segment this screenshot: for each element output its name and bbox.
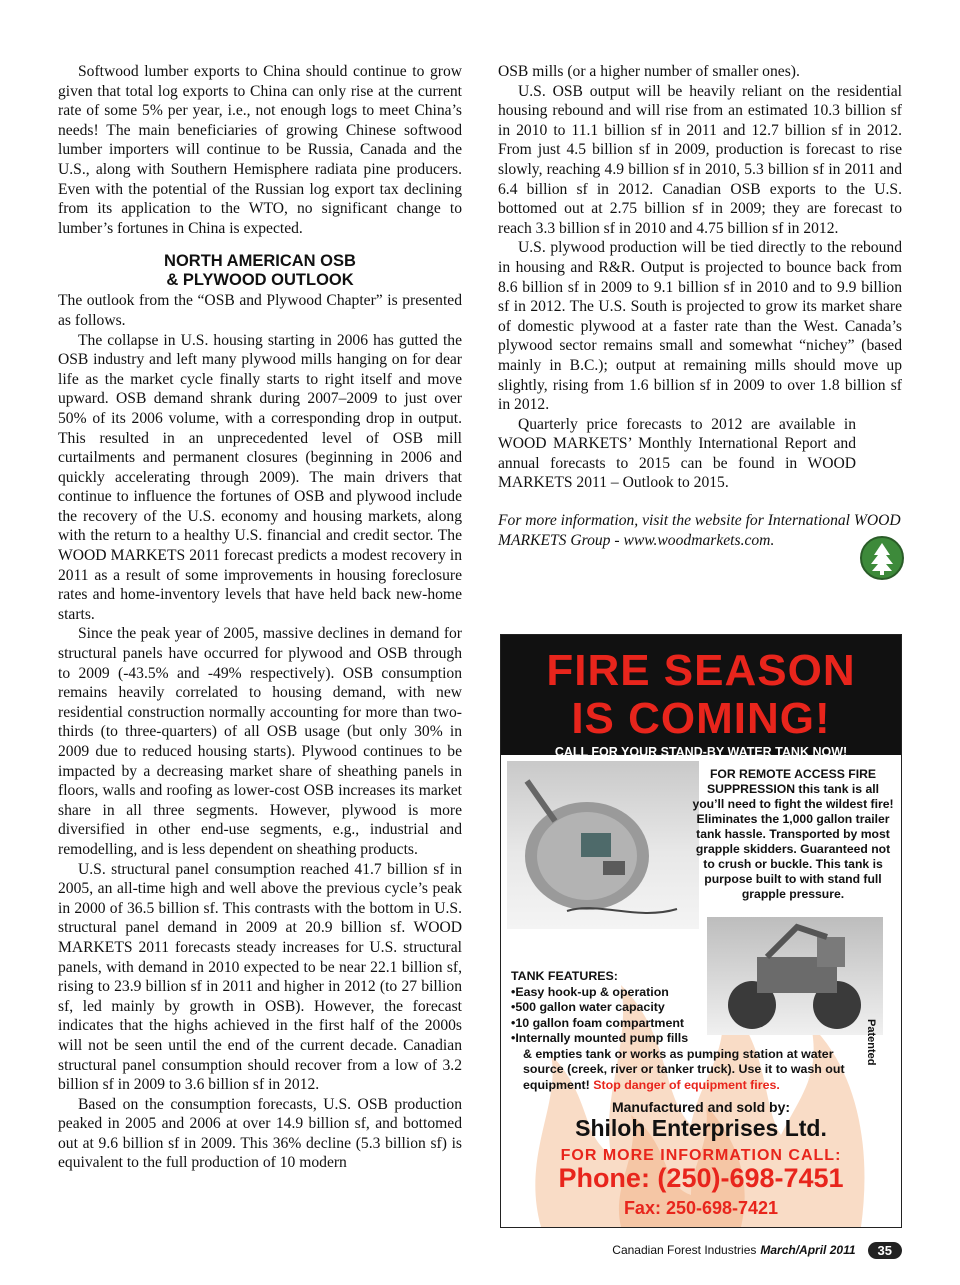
fire-tank-advertisement: [500, 634, 902, 1228]
publication-name: Canadian Forest Industries: [612, 1243, 757, 1257]
company-name: Shiloh Enterprises Ltd.: [575, 1115, 827, 1141]
right-column: [498, 62, 902, 550]
features-warning: Stop danger of equipment fires.: [593, 1077, 780, 1092]
page-footer: [612, 1240, 902, 1260]
features-note: [523, 1047, 863, 1094]
paragraph: Based on the consumption forecasts, U.S. OSB production peaked in 2005 and 2006 at over 14.9 billion sf, and bottomed out at 9.6 billion sf in 2009. This 36% decline (5.3 billion sf) is equivalent to the full production of 10 modern: [58, 1095, 462, 1172]
ad-subtitle: CALL FOR YOUR STAND-BY WATER TANK NOW!: [554, 745, 848, 759]
paragraph: U.S. plywood production will be tied directly to the rebound in housing and R&R. Output is projected to bounce back from 8.6 billion sf in 2009 to 9.1 billion sf in 2010 and to 9.9 billion sf in 2012. The U.S. South is projected to grow its market share of domestic plywood at a faster rate than the West. Canada’s plywood sector remains small and somewhat “nichey” (based mainly in B.C.); output at remaining mills should move up slightly, rising from 1.6 billion sf in 2009 to over 1.8 billion sf in 2012.: [498, 239, 902, 414]
paragraph: U.S. structural panel consumption reached 41.7 billion sf in 2005, an all-time high and well above the previous cycle’s peak in 2000 of 36.5 billion sf. This contrasts with the bottom in U.S. structural panel demand in 2009 at 20.9 billion sf. WOOD MARKETS 2011 forecasts steady increases for U.S. structural panels, with demand in 2010 expected to be near 22.1 billion sf, rising to 23.9 billion sf in 2011 and higher in 2012 (to 27 billion sf, led mainly by growth in OSB). However, the forecast indicates that the highs achieved in the first half of the 2000s will not be seen until the end of the current decade. Canadian structural panel consumption should recover from a low of 3.2 billion sf in 2009 to 3.6 billion sf in 2012.: [58, 860, 462, 1094]
heading-line-1: NORTH AMERICAN OSB: [164, 252, 356, 271]
page-number: 35: [868, 1242, 902, 1259]
patented-label: Patented: [865, 1019, 877, 1066]
ad-title: [501, 635, 901, 743]
ad-title-line-2: IS COMING!: [571, 694, 831, 743]
tank-photo: [507, 761, 699, 929]
phone-number: Phone: (250)-698-7451: [558, 1163, 844, 1193]
feature-item: • Internally mounted pump fills: [511, 1031, 891, 1047]
more-info-credit: For more information, visit the website for International WOOD MARKETS Group - www.woodmarkets.com.: [498, 512, 901, 549]
paragraph: The collapse in U.S. housing starting in 2006 has gutted the OSB industry and left many plywood mills hanging on for dear life as the market cycle finally starts to right itself and move upward. OSB demand shrank during 2007–2009 to just over 50% of its 2006 volume, with a corresponding drop in output. This resulted in an unprecedented level of OSB mill curtailments and permanent closures (beginning in 2006 and quickly accelerating through 2009). The main drivers that continue to influence the fortunes of OSB and plywood include the recovery of the U.S. economy and housing markets, along with the return to a healthy U.S. financial and credit sector. The WOOD MARKETS 2011 forecast predicts a modest recovery in 2011 as a result of some improvements in housing foreclosure rates and home-inventory levels that have held back new-home starts.: [58, 331, 462, 623]
tank-features: [511, 969, 891, 1093]
ad-banner: [501, 635, 901, 759]
features-list: [511, 985, 891, 1047]
paragraph: Since the peak year of 2005, massive declines in demand for structural panels have occurred for plywood and OSB through to 2009 (-43.5% and -49% respectively). OSB consumption remains heavily correlated to housing demand, with new residential construction normally accounting for more than two-thirds (to three-quarters) of all OSB usage (but only 30% in 2009 due to reduced housing starts). Plywood continues to be impacted by a decreasing market share of sheathing panels in floors, walls and roofing as lower-cost OSB increases its market share in all three segments. However, plywood is more diversified in other end-use segments, e.g., industrial and remodelling, and is less dependent on sheathing products.: [58, 625, 462, 858]
for-info-label: FOR MORE INFORMATION CALL:: [560, 1147, 842, 1164]
remote-access-description: FOR REMOTE ACCESS FIRE SUPPRESSION this tank is all you’ll need to fight the wildest fire! Eliminates the 1,000 gallon trailer tank hassle. Transported by most grapple skidders. Guaranteed not to crush or buckle. This tank is purpose built to with stand full grapple pressure.: [692, 767, 894, 901]
manufactured-label: Manufactured and sold by:: [611, 1099, 791, 1115]
tree-icon: [860, 536, 904, 580]
paragraph: OSB mills (or a higher number of smaller ones).: [498, 63, 800, 80]
features-note-text: & empties tank or works as pumping station at water source (creek, river or tanker truck). Use it to wash out equipment!: [523, 1046, 845, 1092]
feature-item: • 10 gallon foam compartment: [511, 1016, 891, 1032]
paragraph: Softwood lumber exports to China should continue to grow given that total log exports to China can only rise at the current rate of some 5% per year, i.e., not enough logs to meet China’s needs! The main beneficiaries of growing Chinese softwood lumber importers will continue to be Russia, Canada and the U.S., along with Southern Hemisphere radiata pine producers. Even with the potential of the Russian log export tax declining from its application to the WTO, no significant change to lumber’s fortunes in China is expected.: [58, 63, 462, 237]
paragraph: U.S. OSB output will be heavily reliant on the residential housing rebound and will rise from an estimated 10.3 billion sf in 2010 to 11.1 billion sf in 2011 and 12.7 billion sf in 2012. From just 4.5 billion sf in 2009, production is forecast to rise slowly, reaching 4.9 billion sf in 2010, 5.3 billion sf in 2011 and 6.4 billion sf in 2012. Canadian OSB exports to the U.S. bottomed out at 2.75 billion sf in 2009; they are forecast to reach 3.3 billion sf in 2010 and 4.75 billion sf in 2012.: [498, 82, 902, 237]
fax-number: Fax: 250-698-7421: [623, 1198, 779, 1218]
section-heading: [58, 252, 462, 290]
ad-title-line-1: FIRE SEASON: [546, 646, 856, 695]
features-title: TANK FEATURES:: [511, 969, 618, 983]
paragraph: The outlook from the “OSB and Plywood Chapter” is presented as follows.: [58, 292, 462, 329]
feature-item: • 500 gallon water capacity: [511, 1000, 891, 1016]
feature-item: • Easy hook-up & operation: [511, 985, 891, 1001]
paragraph: Quarterly price forecasts to 2012 are available in WOOD MARKETS’ Monthly International Report and annual forecasts to 2015 can be found in WOOD MARKETS 2011 – Outlook to 2015.: [498, 415, 856, 492]
heading-line-2: & PLYWOOD OUTLOOK: [166, 271, 354, 290]
issue-date: March/April 2011: [760, 1243, 856, 1257]
left-column: [58, 62, 462, 1173]
